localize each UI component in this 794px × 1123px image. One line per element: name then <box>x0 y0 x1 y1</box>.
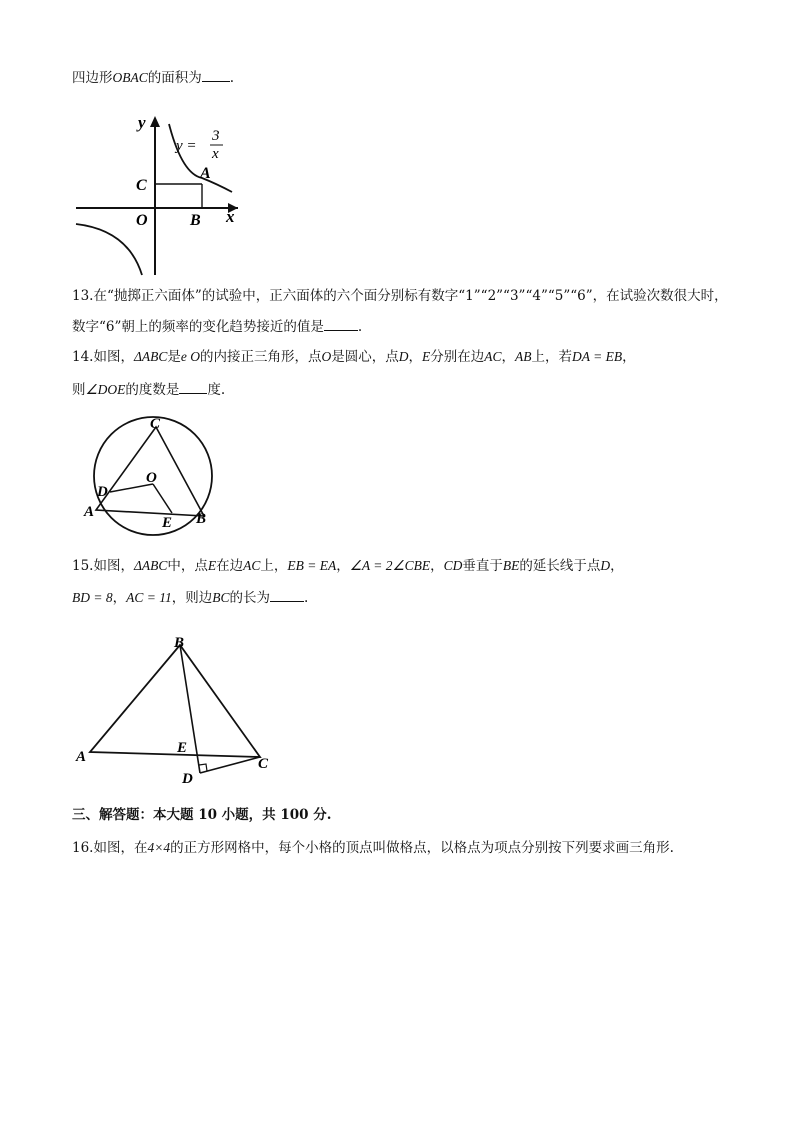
q15-line2: BD = 8，AC = 11，则边BC的长为 . <box>72 587 308 608</box>
equation-denominator: x <box>212 146 219 162</box>
point-A-label: A <box>84 504 95 520</box>
point-B-label: B <box>196 511 207 527</box>
segment-OE <box>153 484 172 513</box>
q15-triangle-figure <box>72 630 282 788</box>
q14-line1: 14.如图，ΔABC是e O的内接正三角形，点O是圆心，点D，E分别在边AC，AB上，若DA = EB， <box>72 349 636 365</box>
q12-prefix: 四边形 <box>72 70 113 86</box>
point-E-label: E <box>177 740 188 756</box>
origin-label: O <box>136 212 148 229</box>
point-C-label: C <box>258 756 269 772</box>
q14-circle-figure <box>80 412 220 540</box>
q14-answer-blank[interactable] <box>179 379 207 394</box>
point-D-label: D <box>97 484 108 500</box>
x-axis-label: x <box>226 207 235 226</box>
point-C-label: C <box>136 177 147 194</box>
q12-quadrilateral: OBAC <box>112 70 148 85</box>
point-A-label: A <box>76 749 87 765</box>
segment-DC <box>200 757 260 773</box>
section-heading: 三、解答题：本大题 10 小题，共 100 分. <box>72 807 332 823</box>
point-O-label: O <box>146 470 157 486</box>
point-D-label: D <box>182 771 193 787</box>
equation-lhs: y = <box>176 138 197 154</box>
point-C-label: C <box>150 416 161 432</box>
q16-text: 16.如图，在4×4的正方形网格中，每个小格的顶点叫做格点，以格点为项点分别按下列要求画三角形. <box>72 840 674 856</box>
q13-answer-blank[interactable] <box>324 316 358 331</box>
y-axis-label: y <box>138 113 146 132</box>
y-axis-arrow-icon <box>150 116 160 127</box>
point-B-label: B <box>174 635 185 651</box>
q14-line2: 则∠DOE的度数是 度. <box>72 379 225 400</box>
triangle-ABC <box>90 645 260 757</box>
point-B-label: B <box>190 212 201 229</box>
q12-text: 四边形OBAC的面积为 . <box>72 67 234 88</box>
hyperbola-branch-3 <box>76 224 142 275</box>
q12-answer-blank[interactable] <box>202 67 230 82</box>
q15-answer-blank[interactable] <box>270 587 304 602</box>
point-A-label: A <box>200 165 211 182</box>
q15-line1: 15.如图，ΔABC中，点E在边AC上，EB = EA，∠A = 2∠CBE，CD垂直于BE的延长线于点D， <box>72 558 624 574</box>
equation-numerator: 3 <box>212 128 220 144</box>
point-E-label: E <box>162 515 173 531</box>
q12-suffix: 的面积为 <box>147 70 202 86</box>
q13-line1: 13.在“抛掷正六面体”的试验中，正六面体的六个面分别标有数字“1”“2”“3”“4”“5”“6”，在试验次数很大时， <box>72 288 728 304</box>
q12-hyperbola-figure <box>72 112 242 277</box>
q13-line2: 数字“6”朝上的频率的变化趋势接近的值是 . <box>72 316 362 337</box>
